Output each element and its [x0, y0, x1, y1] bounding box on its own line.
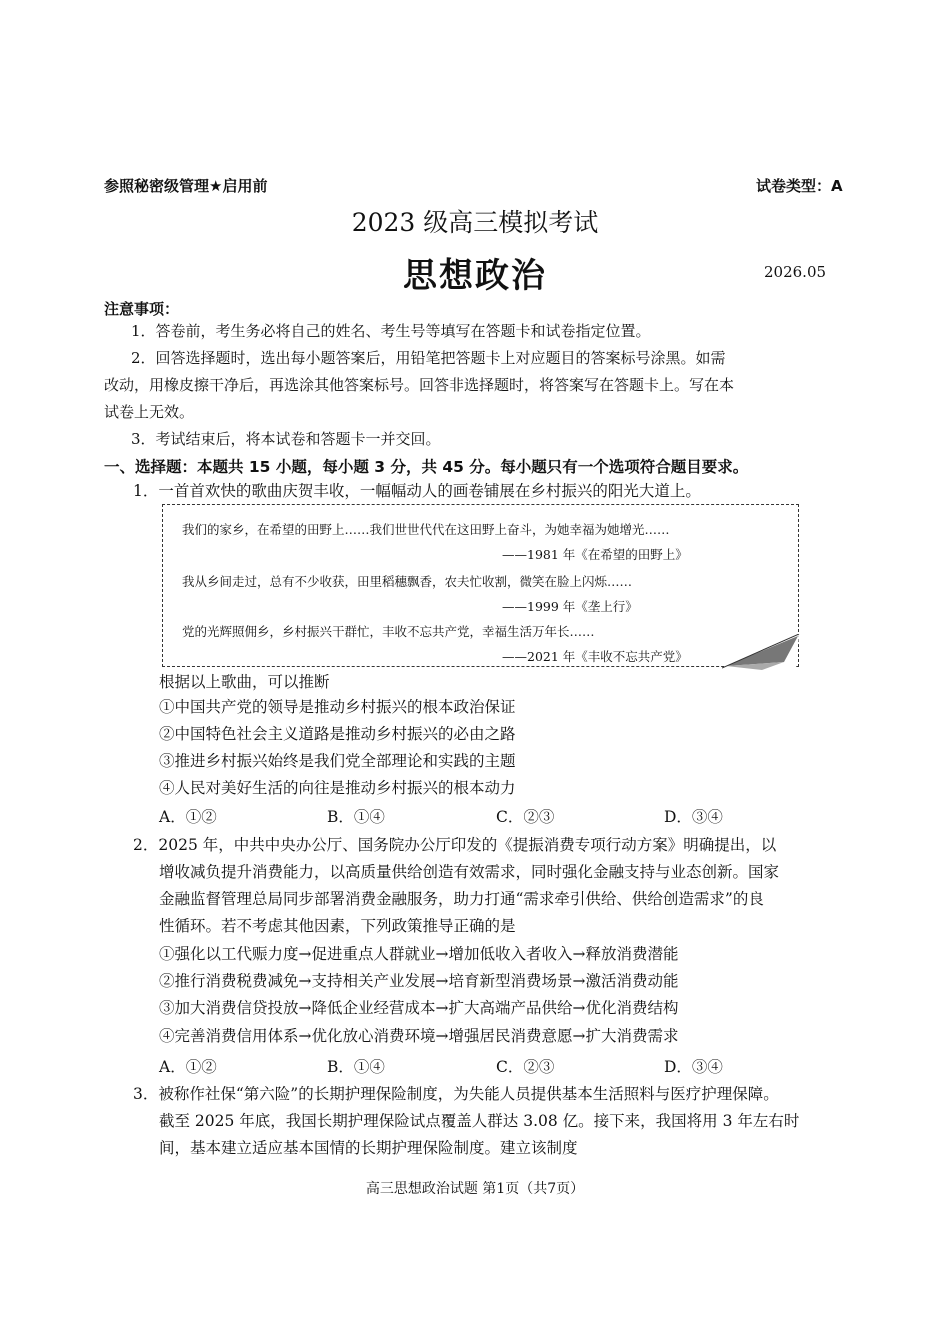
q1-option-b: B．①④	[327, 808, 385, 826]
notice-line: 试卷上无效。	[104, 403, 195, 421]
q1-prompt: 根据以上歌曲，可以推断	[159, 673, 330, 691]
notice-line: 改动，用橡皮擦干净后，再选涂其他答案标号。回答非选择题时，将答案写在答题卡上。写在本	[104, 376, 735, 394]
q2-statement: ④完善消费信用体系→优化放心消费环境→增强居民消费意愿→扩大消费需求	[159, 1027, 679, 1045]
notice-line: 1．答卷前，考生务必将自己的姓名、考生号等填写在答题卡和试卷指定位置。	[131, 322, 651, 340]
q3-stem-line: 间，基本建立适应基本国情的长期护理保险制度。建立该制度	[159, 1139, 578, 1157]
q2-statement: ②推行消费税费减免→支持相关产业发展→培育新型消费场景→激活消费动能	[159, 972, 679, 990]
song-lyric: 我们的家乡，在希望的田野上……我们世世代代在这田野上奋斗，为她幸福为她增光……	[182, 522, 670, 537]
section-heading: 一、选择题：本题共 15 小题，每小题 3 分，共 45 分。每小题只有一个选项符合题目要求。	[104, 458, 749, 476]
paper-type-label: 试卷类型：A	[756, 177, 843, 195]
q3-stem-line: 截至 2025 年底，我国长期护理保险试点覆盖人群达 3.08 亿。接下来，我国将用 3 年左右时	[159, 1112, 800, 1130]
notice-heading: 注意事项：	[104, 300, 180, 318]
q2-stem-line: 增收减负提升消费能力，以高质量供给创造有效需求，同时强化金融支持与业态创新。国家	[159, 863, 780, 881]
q2-stem-line: 性循环。若不考虑其他因素，下列政策推导正确的是	[159, 917, 516, 935]
q1-stem: 1．一首首欢快的歌曲庆贺丰收，一幅幅动人的画卷铺展在乡村振兴的阳光大道上。	[133, 482, 701, 500]
q1-statement: ①中国共产党的领导是推动乡村振兴的根本政治保证	[159, 698, 516, 716]
exam-date: 2026.05	[764, 263, 827, 281]
page-curl-icon	[722, 634, 802, 672]
q2-option-d: D．③④	[664, 1058, 723, 1076]
page-footer: 高三思想政治试题 第1页（共7页）	[365, 1181, 585, 1197]
secrecy-label: 参照秘密级管理★启用前	[104, 177, 268, 195]
q2-option-a: A．①②	[159, 1058, 217, 1076]
q2-statement: ①强化以工代赈力度→促进重点人群就业→增加低收入者收入→释放消费潜能	[159, 945, 679, 963]
q2-stem-line: 2．2025 年，中共中央办公厅、国务院办公厅印发的《提振消费专项行动方案》明确提出，以	[133, 836, 777, 854]
song-source: ——1981 年《在希望的田野上》	[502, 547, 688, 562]
q2-stem-line: 金融监督管理总局同步部署消费金融服务，助力打通“需求牵引供给、供给创造需求”的良	[159, 890, 764, 908]
q2-statement: ③加大消费信贷投放→降低企业经营成本→扩大高端产品供给→优化消费结构	[159, 999, 679, 1017]
song-source: ——2021 年《丰收不忘共产党》	[502, 649, 688, 664]
q2-option-b: B．①④	[327, 1058, 385, 1076]
q3-stem-line: 3．被称作社保“第六险”的长期护理保险制度，为失能人员提供基本生活照料与医疗护理保障。	[133, 1085, 779, 1103]
exam-title: 2023 级高三模拟考试	[351, 208, 599, 237]
notice-line: 2．回答选择题时，选出每小题答案后，用铅笔把答题卡上对应题目的答案标号涂黑。如需	[131, 349, 726, 367]
q1-option-c: C．②③	[496, 808, 555, 826]
q1-option-d: D．③④	[664, 808, 723, 826]
q1-statement: ③推进乡村振兴始终是我们党全部理论和实践的主题	[159, 752, 516, 770]
song-lyric: 我从乡间走过，总有不少收获，田里稻穗飘香，农夫忙收割，微笑在脸上闪烁……	[182, 574, 633, 589]
song-lyric: 党的光辉照佣乡，乡村振兴干群忙，丰收不忘共产党，幸福生活万年长……	[182, 624, 595, 639]
q1-option-a: A．①②	[159, 808, 217, 826]
song-source: ——1999 年《垄上行》	[502, 599, 638, 614]
q1-statement: ②中国特色社会主义道路是推动乡村振兴的必由之路	[159, 725, 516, 743]
notice-line: 3．考试结束后，将本试卷和答题卡一并交回。	[131, 430, 441, 448]
subject-title: 思想政治	[403, 256, 547, 296]
q1-statement: ④人民对美好生活的向往是推动乡村振兴的根本动力	[159, 779, 516, 797]
q2-option-c: C．②③	[496, 1058, 555, 1076]
